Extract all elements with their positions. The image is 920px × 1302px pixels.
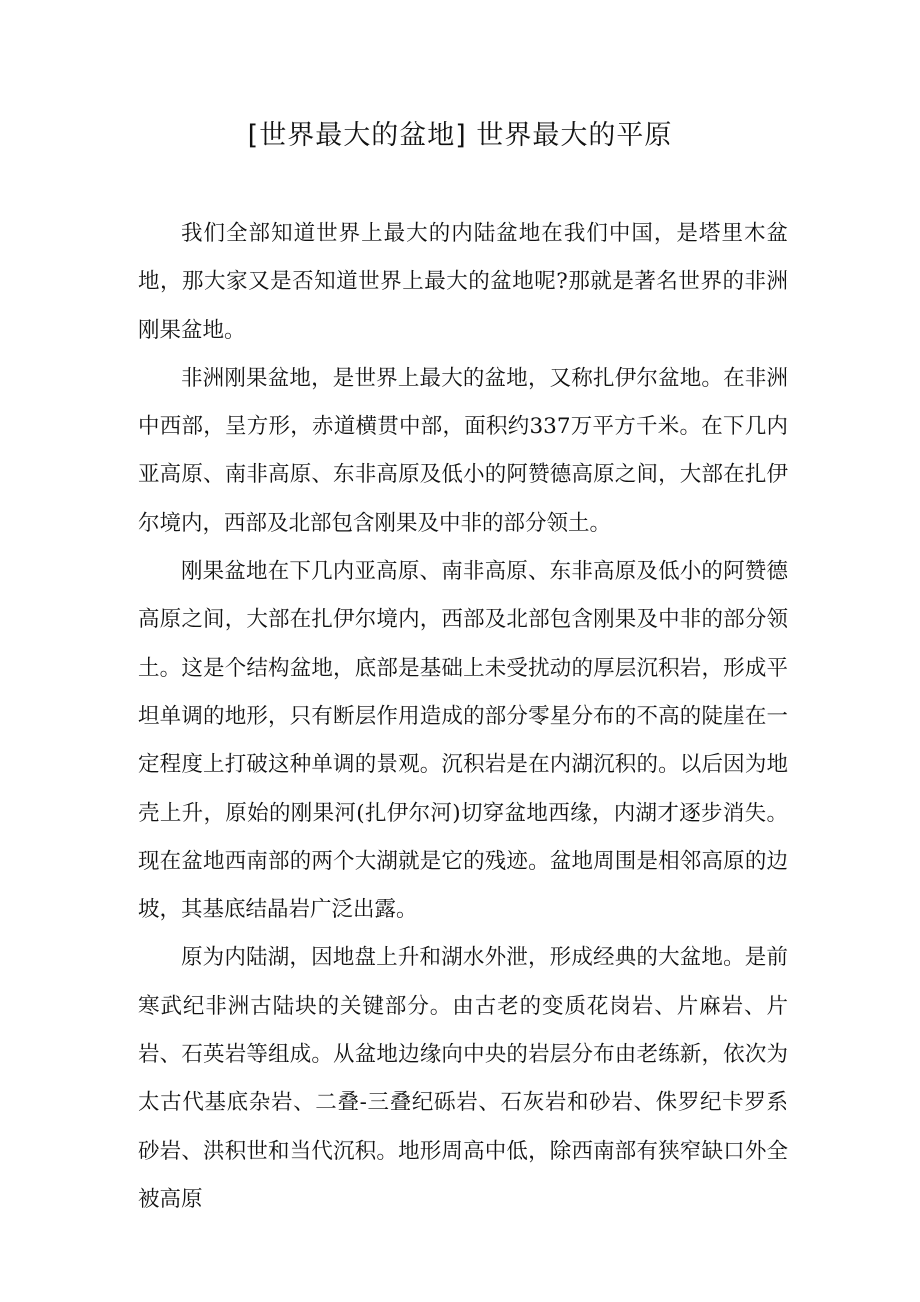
paragraph-1: 我们全部知道世界上最大的内陆盆地在我们中国，是塔里木盆地，那大家又是否知道世界上最大的盆地呢?那就是著名世界的非洲刚果盆地。: [138, 221, 788, 343]
paragraph-2: 非洲刚果盆地，是世界上最大的盆地，又称扎伊尔盆地。在非洲中西部，呈方形，赤道横贯中部，面积约337万平方千米。在下几内亚高原、南非高原、东非高原及低小的阿赞德高原之间，大部在扎伊尔境内，西部及北部包含刚果及中非的部分领土。: [138, 365, 788, 536]
paragraph-3: 刚果盆地在下几内亚高原、南非高原、东非高原及低小的阿赞德高原之间，大部在扎伊尔境内，西部及北部包含刚果及中非的部分领土。这是个结构盆地，底部是基础上未受扰动的厚层沉积岩，形成平坦单调的地形，只有断层作用造成的部分零星分布的不高的陡崖在一定程度上打破这种单调的景观。沉积岩是在内湖沉积的。以后因为地壳上升，原始的刚果河(扎伊尔河)切穿盆地西缘，内湖才逐步消失。现在盆地西南部的两个大湖就是它的残迹。盆地周围是相邻高原的边坡，其基底结晶岩广泛出露。: [138, 559, 788, 923]
document-title: [世界最大的盆地] 世界最大的平原: [247, 120, 673, 151]
document-body: [138, 210, 788, 1224]
paragraph-4: 原为内陆湖，因地盘上升和湖水外泄，形成经典的大盆地。是前寒武纪非洲古陆块的关键部分。由古老的变质花岗岩、片麻岩、片岩、石英岩等组成。从盆地边缘向中央的岩层分布由老练新，依次为太古代基底杂岩、二叠-三叠纪砾岩、石灰岩和砂岩、侏罗纪卡罗系砂岩、洪积世和当代沉积。地形周高中低，除西南部有狭窄缺口外全被高原: [138, 945, 788, 1212]
